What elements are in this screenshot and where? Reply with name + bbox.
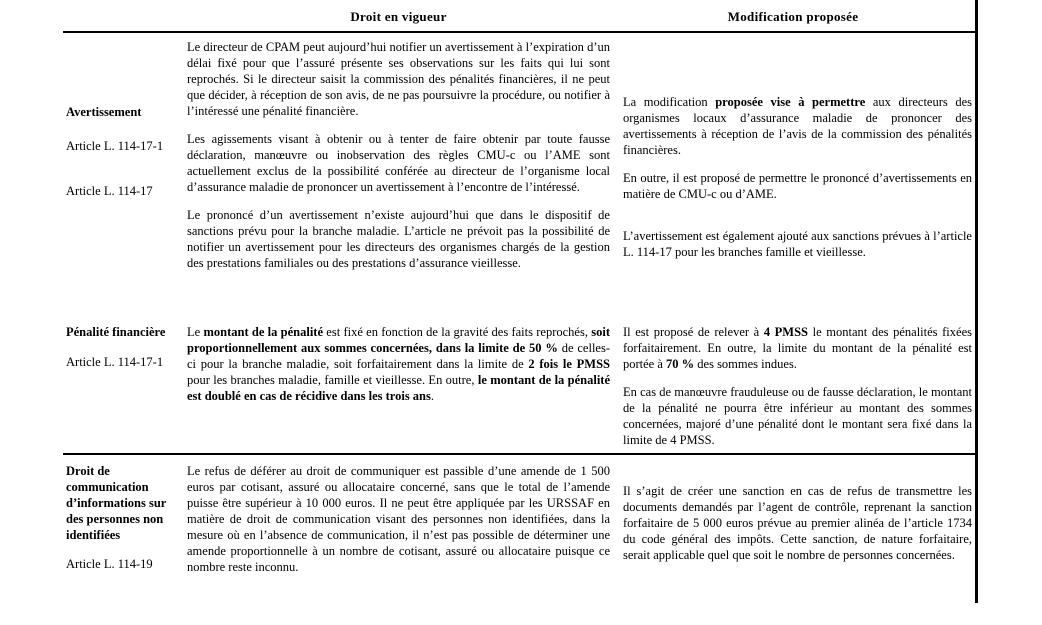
paragraph: Les agissements visant à obtenir ou à tenter de faire obtenir par toute fausse déclaration, manœuvre ou inobservation des règles CMU-c ou l’AME sont actuellement exclus de la possibilité conférée au directeur de l’organisme local d’assurance maladie de prononcer un avertissement à l’encontre de l’intéressé.: [187, 132, 610, 194]
comparison-table: [63, 0, 976, 623]
paragraph: Avertissement: [66, 105, 142, 119]
header-empty-cell: [63, 0, 187, 31]
cell-communication-droit-en-vigueur: [187, 455, 610, 623]
cell-communication-modification: [610, 455, 976, 623]
paragraph: Pénalité financière: [66, 325, 166, 339]
paragraph: Article L. 114-19: [66, 557, 153, 571]
paragraph: Article L. 114-17-1: [66, 355, 164, 369]
cell-penalite-modification: [610, 317, 976, 460]
paragraph: Le directeur de CPAM peut aujourd’hui notifier un avertissement à l’expiration d’un délai fixé pour que l’assuré présente ses observations sur les faits qui lui sont reprochés. Si le directeur saisit la commission des pénalités financières, il ne peut que décider, à réception de son avis, de ne pas poursuivre la procédure, ou notifier à l’intéressé une pénalité financière.: [187, 40, 610, 118]
cell-penalite-droit-en-vigueur: [187, 317, 610, 460]
paragraph: Il est proposé de relever à 4 PMSS le montant des pénalités fixées forfaitairement. En outre, la limite du montant de la pénalité est portée à 70 % des sommes indues.: [623, 325, 972, 371]
table-row-avertissement: [63, 33, 976, 317]
paragraph: Le prononcé d’un avertissement n’existe aujourd’hui que dans le dispositif de sanctions prévu pour la branche maladie. L’article ne prévoit pas la possibilité de notifier un avertissement pour les directeurs des organismes chargés de la gestion des prestations familiales ou des prestations d’assurance vieillesse.: [187, 208, 610, 270]
row-label-droit-de-communication: [63, 455, 187, 623]
paragraph: En outre, il est proposé de permettre le prononcé d’avertissements en matière de CMU-c ou d’AME.: [623, 171, 972, 201]
paragraph: L’avertissement est également ajouté aux sanctions prévues à l’article L. 114-17 pour les branches famille et vieillesse.: [623, 229, 972, 259]
paragraph: Le montant de la pénalité est fixé en fonction de la gravité des faits reprochés, soit proportionnellement aux sommes concernées, dans la limite de 50 % de celles-ci pour la branche maladie, soit forfaitairement dans la limite de 2 fois le PMSS pour les branches maladie, famille et vieillesse. En outre, le montant de la pénalité est doublé en cas de récidive dans les trois ans.: [187, 325, 610, 403]
column-header-droit-en-vigueur: Droit en vigueur: [350, 9, 447, 24]
paragraph: Article L. 114-17-1: [66, 139, 164, 153]
row-label-penalite-financiere: [63, 317, 187, 460]
paragraph: Article L. 114-17: [66, 184, 153, 198]
cell-avertissement-droit-en-vigueur: [187, 33, 610, 317]
paragraph: La modification proposée vise à permettre aux directeurs des organismes locaux d’assurance maladie de prononcer des avertissements à réception de l’avis de la commission des pénalités financières.: [623, 95, 973, 157]
row-label-avertissement: [63, 33, 187, 317]
table-header-row: [63, 0, 976, 33]
cell-avertissement-modification: [610, 33, 976, 317]
paragraph: En cas de manœuvre frauduleuse ou de fausse déclaration, le montant de la pénalité ne pourra être inférieur au montant des sommes concernées, majoré d’une pénalité dont le montant sera fixé dans la limite de 4 PMSS.: [623, 385, 972, 447]
paragraph: Droit de communication d’informations sur des personnes non identifiées: [66, 464, 167, 542]
paragraph: Il s’agit de créer une sanction en cas de refus de transmettre les documents demandés par l’agent de contrôle, reprenant la sanction forfaitaire de 5 000 euros prévue au premier alinéa de l’article 1734 du code général des impôts. Cette sanction, de nature forfaitaire, serait applicable quel que soit le nombre de personnes concernées.: [623, 484, 972, 562]
table-row-penalite-financiere: [63, 317, 976, 453]
table-row-droit-de-communication: [63, 455, 976, 623]
column-header-modification-proposee: Modification proposée: [727, 9, 859, 24]
paragraph: Le refus de déférer au droit de communiquer est passible d’une amende de 1 500 euros par cotisant, assuré ou allocataire concerné, sans que le total de l’amende puisse être supérieur à 10 000 euros. Il ne peut être appliquée par les URSSAF en matière de droit de communication visant des personnes non identifiées, dans la mesure où en l’absence de communication, il n’est pas possible de déterminer une amende proportionnelle à un nombre de cotisant, assuré ou allocataire puisque ce nombre reste inconnu.: [187, 464, 610, 574]
